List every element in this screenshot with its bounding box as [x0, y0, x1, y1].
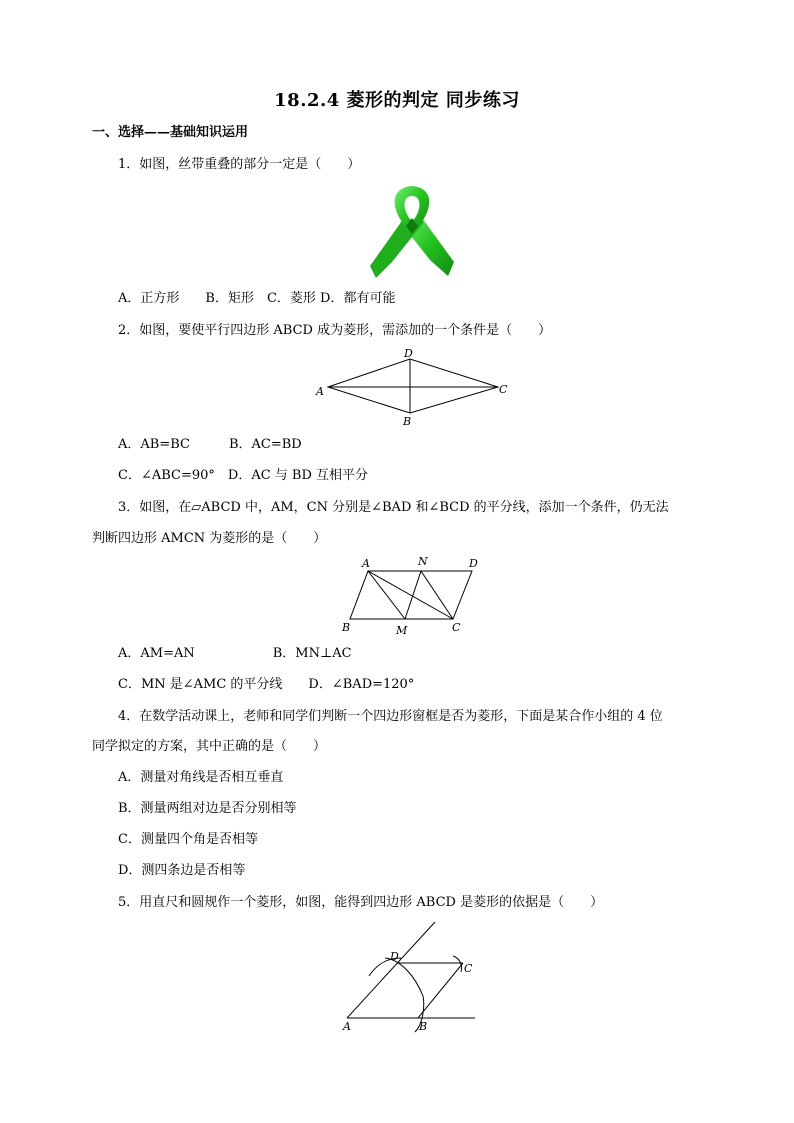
q1-options: A．正方形 B．矩形 C．菱形 D．都有可能 — [118, 291, 396, 306]
label-d: D — [390, 950, 399, 963]
q4-option-d: D．测四条边是否相等 — [118, 863, 246, 878]
q4-stem-line1: 4．在数学活动课上，老师和同学们判断一个四边形窗框是否为菱形，下面是某合作小组的 4 位 — [118, 709, 663, 724]
q3-stem-line1: 3．如图，在▱ABCD 中，AM，CN 分别是∠BAD 和∠BCD 的平分线，添加一个条件，仍无法 — [118, 500, 669, 515]
q3-options-row2: C．MN 是∠AMC 的平分线 D．∠BAD=120° — [118, 677, 415, 692]
label-b: B — [342, 621, 351, 634]
q4-option-c: C．测量四个角是否相等 — [118, 832, 258, 847]
segment-mn — [405, 571, 421, 619]
q2-options-row1: A．AB=BC B．AC=BD — [118, 437, 302, 452]
label-c: C — [464, 962, 473, 975]
parallelogram-figure — [335, 553, 490, 638]
label-d: D — [404, 347, 413, 360]
label-b: B — [419, 1020, 428, 1033]
q2-stem: 2．如图，要使平行四边形 ABCD 成为菱形，需添加的一个条件是（ ） — [118, 323, 552, 338]
arc-centered-a — [385, 958, 424, 1032]
compass-construction-figure — [335, 920, 485, 1040]
segment-am — [368, 571, 405, 619]
label-c: C — [452, 621, 461, 634]
ribbon-figure — [370, 182, 454, 280]
q4-option-a: A．测量对角线是否相互垂直 — [118, 770, 284, 785]
label-c: C — [499, 383, 508, 396]
rhombus-outline — [328, 359, 498, 413]
label-a: A — [343, 1020, 351, 1033]
segment-bc — [418, 963, 463, 1018]
label-b: B — [403, 415, 412, 428]
segment-cn — [421, 571, 453, 619]
ray-ad — [347, 922, 435, 1018]
label-a: A — [362, 557, 370, 570]
section-heading: 一、选择——基础知识运用 — [92, 125, 249, 140]
q3-options-row1: A．AM=AN B．MN⊥AC — [118, 646, 352, 661]
label-m: M — [396, 624, 408, 637]
q4-option-b: B．测量两组对边是否分别相等 — [118, 801, 297, 816]
segment-ac — [368, 571, 453, 619]
q3-stem-line2: 判断四边形 AMCN 为菱形的是（ ） — [92, 531, 327, 546]
q1-stem: 1．如图，丝带重叠的部分一定是（ ） — [118, 157, 361, 172]
label-a: A — [316, 385, 324, 398]
rhombus-figure — [310, 345, 520, 430]
q2-options-row2: C．∠ABC=90° D．AC 与 BD 互相平分 — [118, 468, 369, 483]
q4-stem-line2: 同学拟定的方案，其中正确的是（ ） — [92, 739, 327, 754]
q5-stem: 5．用直尺和圆规作一个菱形，如图，能得到四边形 ABCD 是菱形的依据是（ ） — [118, 895, 604, 910]
label-n: N — [418, 555, 428, 568]
page-title: 18.2.4 菱形的判定 同步练习 — [274, 90, 520, 111]
label-d: D — [469, 557, 478, 570]
